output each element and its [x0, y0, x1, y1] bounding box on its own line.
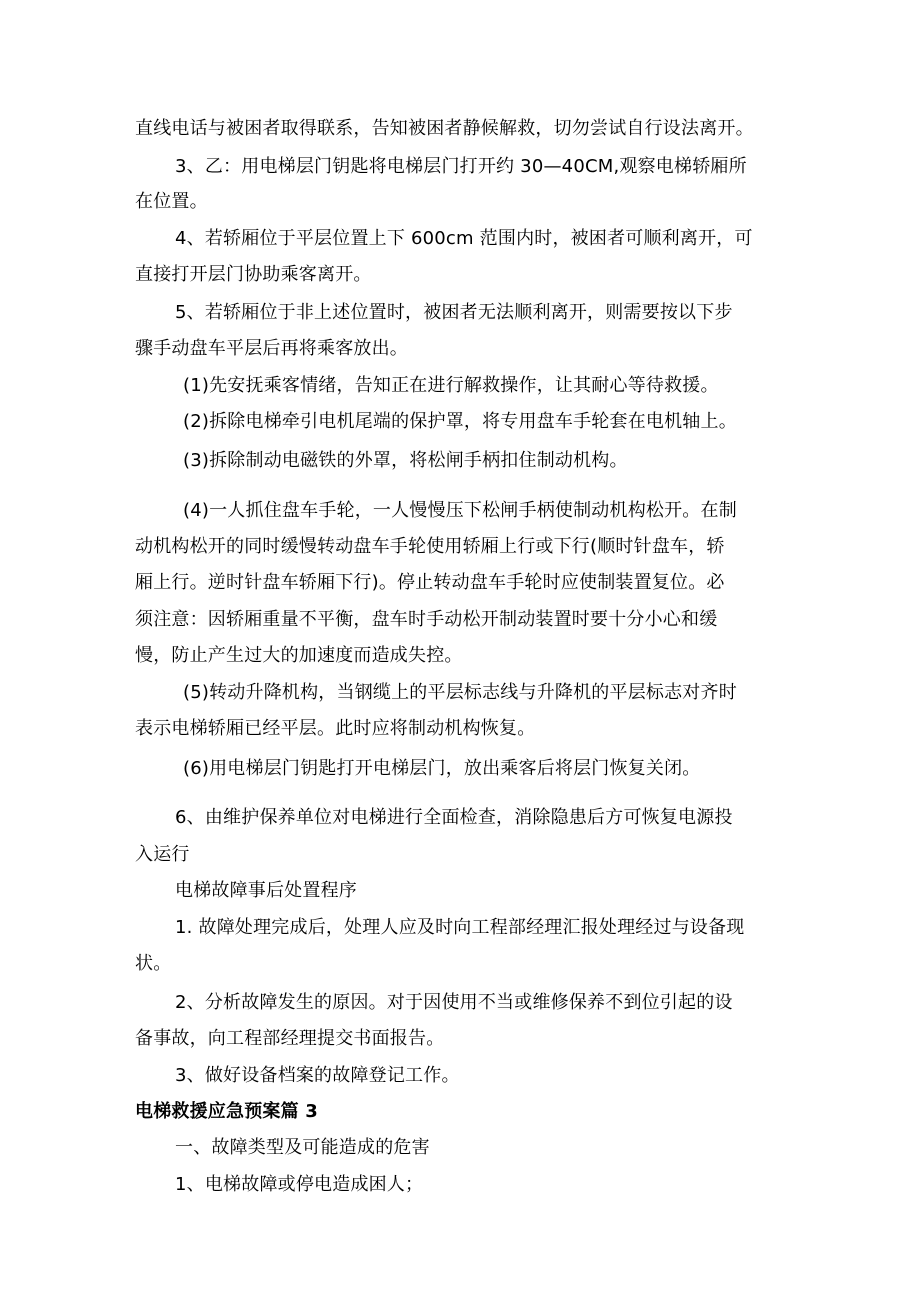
text-line-7: 骤手动盘车平层后再将乘客放出。 [135, 338, 408, 359]
text-line-4: 4、若轿厢位于平层位置上下 600cm 范围内时，被困者可顺利离开，可 [175, 228, 753, 249]
text-line-25: 备事故，向工程部经理提交书面报告。 [135, 1028, 445, 1049]
text-line-21: 电梯故障事后处置程序 [175, 880, 357, 901]
text-line-18: (6)用电梯层门钥匙打开电梯层门，放出乘客后将层门恢复关闭。 [183, 758, 701, 779]
text-line-10: (3)拆除制动电磁铁的外罩，将松闸手柄扣住制动机构。 [183, 450, 628, 471]
text-line-19: 6、由维护保养单位对电梯进行全面检查，消除隐患后方可恢复电源投 [175, 807, 733, 828]
text-line-2: 3、乙：用电梯层门钥匙将电梯层门打开约 30—40CM,观察电梯轿厢所 [175, 156, 747, 177]
text-line-24: 2、分析故障发生的原因。对于因使用不当或维修保养不到位引起的设 [175, 992, 733, 1013]
text-line-20: 入运行 [135, 844, 190, 865]
section-heading: 电梯救援应急预案篇 3 [135, 1101, 318, 1122]
text-line-5: 直接打开层门协助乘客离开。 [135, 264, 372, 285]
text-line-8: (1)先安抚乘客情绪，告知正在进行解救操作，让其耐心等待救援。 [183, 375, 719, 396]
text-line-6: 5、若轿厢位于非上述位置时，被困者无法顺利离开，则需要按以下步 [175, 302, 733, 323]
text-line-16: (5)转动升降机构，当钢缆上的平层标志线与升降机的平层标志对齐时 [183, 682, 737, 703]
text-line-29: 1、电梯故障或停电造成困人； [175, 1174, 424, 1195]
text-line-3: 在位置。 [135, 191, 208, 212]
text-line-22: 1. 故障处理完成后，处理人应及时向工程部经理汇报处理经过与设备现 [175, 917, 745, 938]
text-line-1: 直线电话与被困者取得联系，告知被困者静候解救，切勿尝试自行设法离开。 [135, 118, 754, 139]
text-line-15: 慢，防止产生过大的加速度而造成失控。 [135, 645, 463, 666]
text-line-12: 动机构松开的同时缓慢转动盘车手轮使用轿厢上行或下行(顺时针盘车，轿 [135, 536, 725, 557]
text-line-13: 厢上行。逆时针盘车轿厢下行)。停止转动盘车手轮时应使制装置复位。必 [135, 572, 725, 593]
text-line-28: 一、故障类型及可能造成的危害 [175, 1137, 430, 1158]
text-line-9: (2)拆除电梯牵引电机尾端的保护罩，将专用盘车手轮套在电机轴上。 [183, 411, 737, 432]
text-line-17: 表示电梯轿厢已经平层。此时应将制动机构恢复。 [135, 718, 536, 739]
text-line-11: (4)一人抓住盘车手轮，一人慢慢压下松闸手柄使制动机构松开。在制 [183, 500, 737, 521]
text-line-26: 3、做好设备档案的故障登记工作。 [175, 1065, 460, 1086]
text-line-23: 状。 [135, 953, 172, 974]
text-line-14: 须注意：因轿厢重量不平衡，盘车时手动松开制动装置时要十分小心和缓 [135, 609, 718, 630]
